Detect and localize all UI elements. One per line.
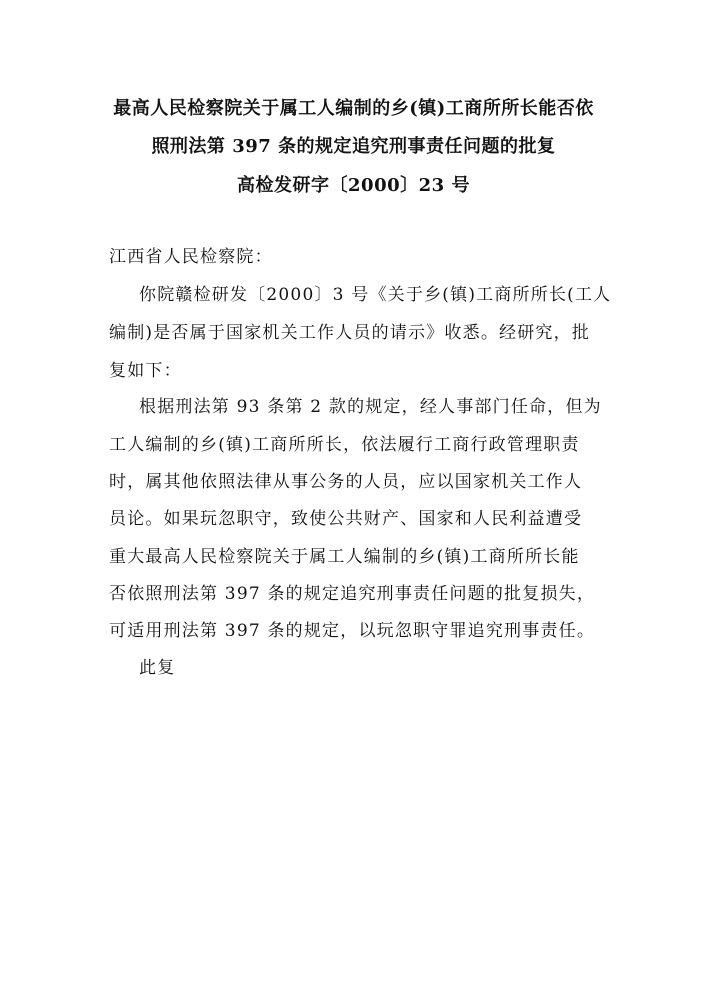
- addressee: 江西省人民检察院：: [109, 247, 273, 267]
- document-number: 高检发研字〔2000〕23 号: [237, 175, 470, 196]
- paragraph-2-line-5: 重大最高人民检察院关于属工人编制的乡(镇)工商所所长能: [109, 547, 580, 567]
- paragraph-2-line-2: 工人编制的乡(镇)工商所所长，依法履行工商行政管理职责: [109, 435, 580, 455]
- document-title-line-2: 照刑法第 397 条的规定追究刑事责任问题的批复: [151, 136, 556, 157]
- document-title-line-1: 最高人民检察院关于属工人编制的乡(镇)工商所所长能否依: [113, 98, 594, 119]
- paragraph-2-line-7: 可适用刑法第 397 条的规定，以玩忽职守罪追究刑事责任。: [109, 621, 596, 641]
- paragraph-1-line-3: 复如下：: [109, 361, 182, 381]
- paragraph-2-line-6: 否依照刑法第 397 条的规定追究刑事责任问题的批复损失，: [109, 584, 596, 604]
- paragraph-2-line-4: 员论。如果玩忽职守，致使公共财产、国家和人民利益遭受: [109, 509, 583, 529]
- paragraph-2-line-3: 时，属其他依照法律从事公务的人员，应以国家机关工作人: [109, 472, 583, 492]
- paragraph-1-line-2: 编制)是否属于国家机关工作人员的请示》收悉。经研究，批: [109, 323, 591, 343]
- paragraph-1-line-1: 你院赣检研发〔2000〕3 号《关于乡(镇)工商所所长(工人: [139, 285, 612, 305]
- paragraph-2-line-1: 根据刑法第 93 条第 2 款的规定，经人事部门任命，但为: [139, 397, 602, 417]
- closing-text: 此复: [139, 658, 176, 678]
